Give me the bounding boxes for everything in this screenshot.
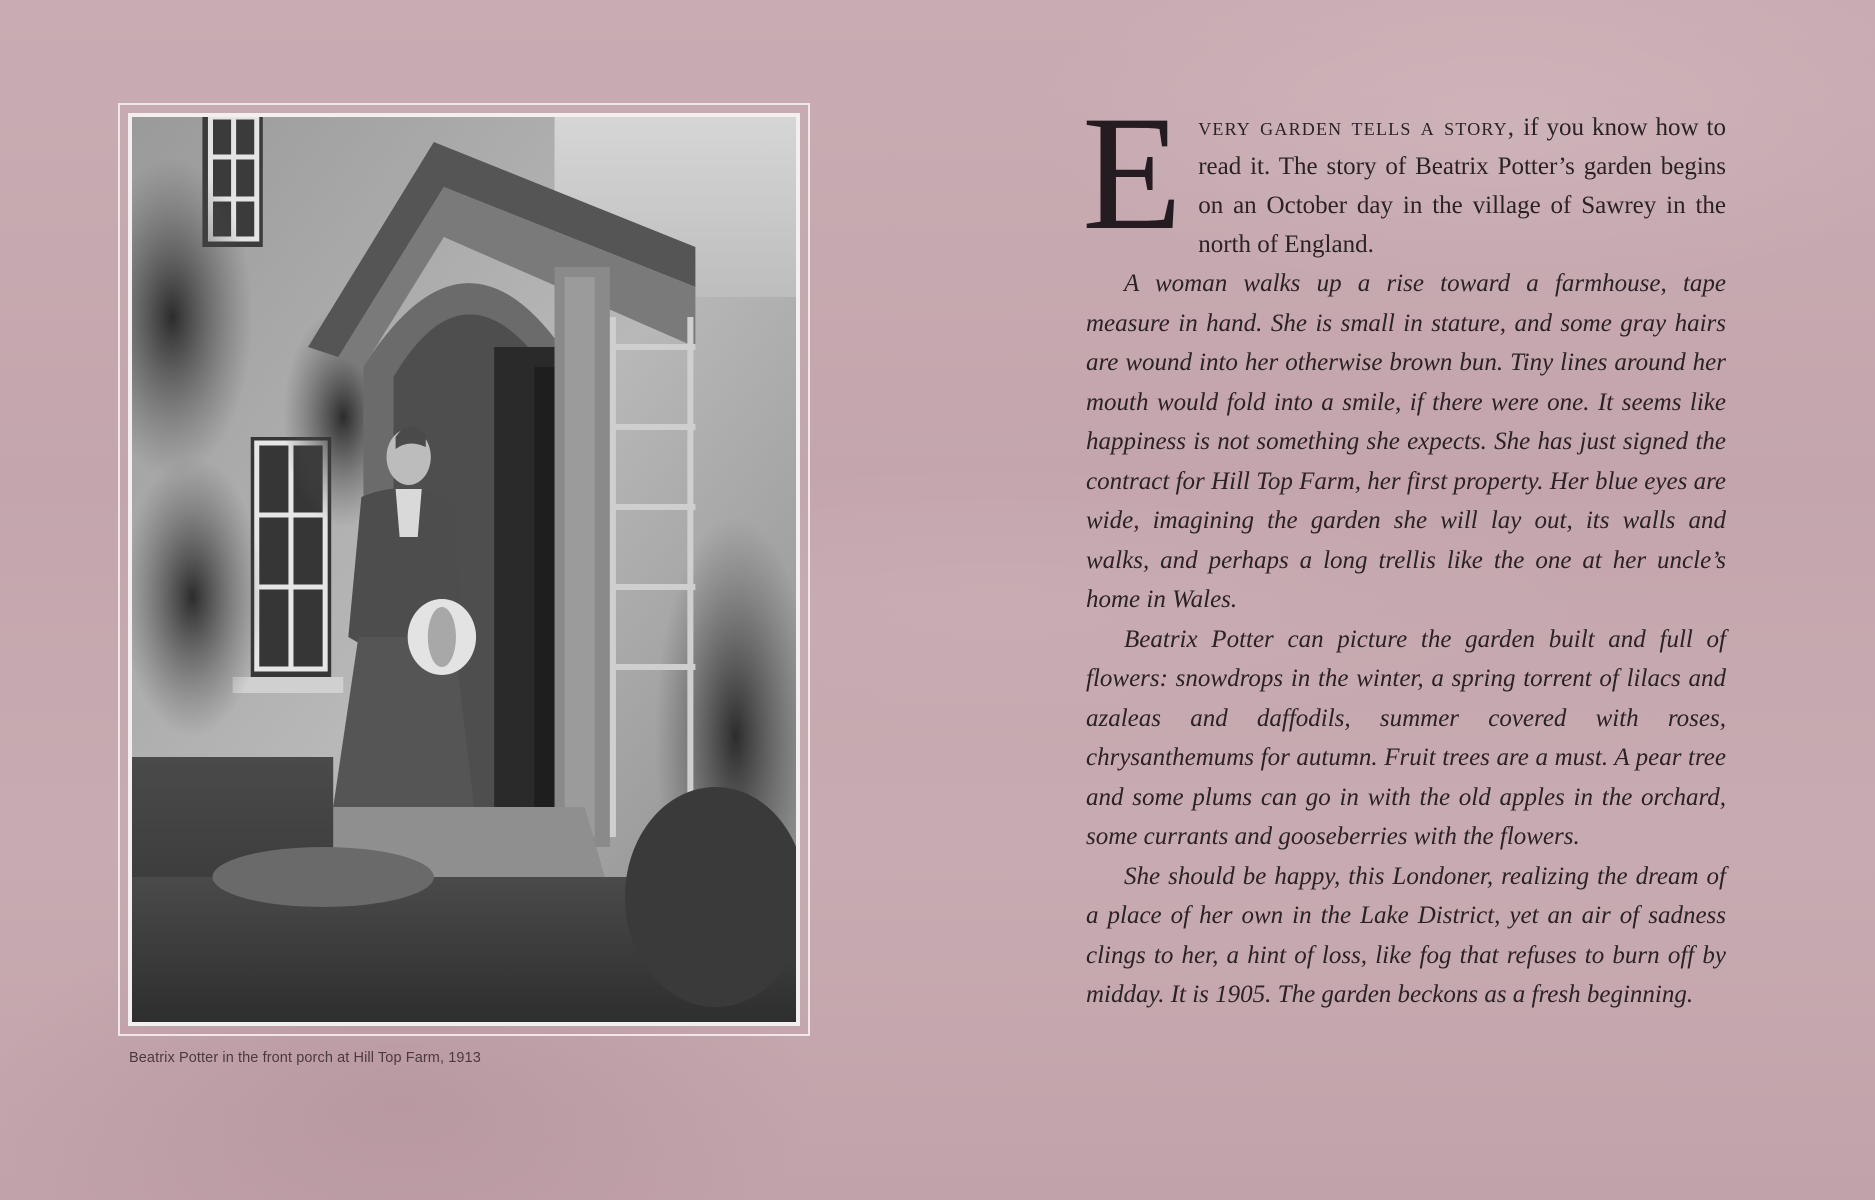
paragraph-2: Beatrix Potter can picture the garden built and full of flowers: snowdrops in the winter, a spring torrent of lilacs and azaleas and daffodils, summer covered with roses, chrysanthemums for autumn. Fruit trees are a must. A pear tree and some plums can go in with the old apples in the orchard, some currants and gooseberries with the flowers. [1086, 625, 1726, 850]
lead-in-small-caps: very garden tells a story, [1198, 114, 1516, 141]
photo-mat [128, 113, 800, 1026]
paragraph-1: A woman walks up a rise toward a farmhouse, tape measure in hand. She is small in stature, and some gray hairs are wound into her otherwise brown bun. Tiny lines around her mouth would fold into a smile, if there were one. It seems like happiness is not something she expects. She has just signed the contract for Hill Top Farm, her first property. Her blue eyes are wide, imagining the garden she will lay out, its walls and walks, and perhaps a long trellis like the one at her uncle’s home in Wales. [1086, 270, 1726, 613]
photo-frame [118, 103, 810, 1036]
drop-cap: E [1082, 83, 1183, 264]
paragraph-3: She should be happy, this Londoner, realizing the dream of a place of her own in the Lake District, yet an air of sadness clings to her, a hint of loss, like fog that refuses to burn off by midday. It is 1905. The garden beckons as a fresh beginning. [1086, 862, 1726, 1008]
body-text-column [1082, 83, 1727, 1015]
photo-caption: Beatrix Potter in the front porch at Hill Top Farm, 1913 [129, 1050, 481, 1066]
photograph-beatrix-potter-porch [132, 117, 796, 1022]
opening-paragraph [1082, 83, 1727, 264]
opening-text: if you know how to read it. The story of Beatrix Potter’s garden begins on an October day in the village of Sawrey in the north of England. [1198, 114, 1727, 258]
